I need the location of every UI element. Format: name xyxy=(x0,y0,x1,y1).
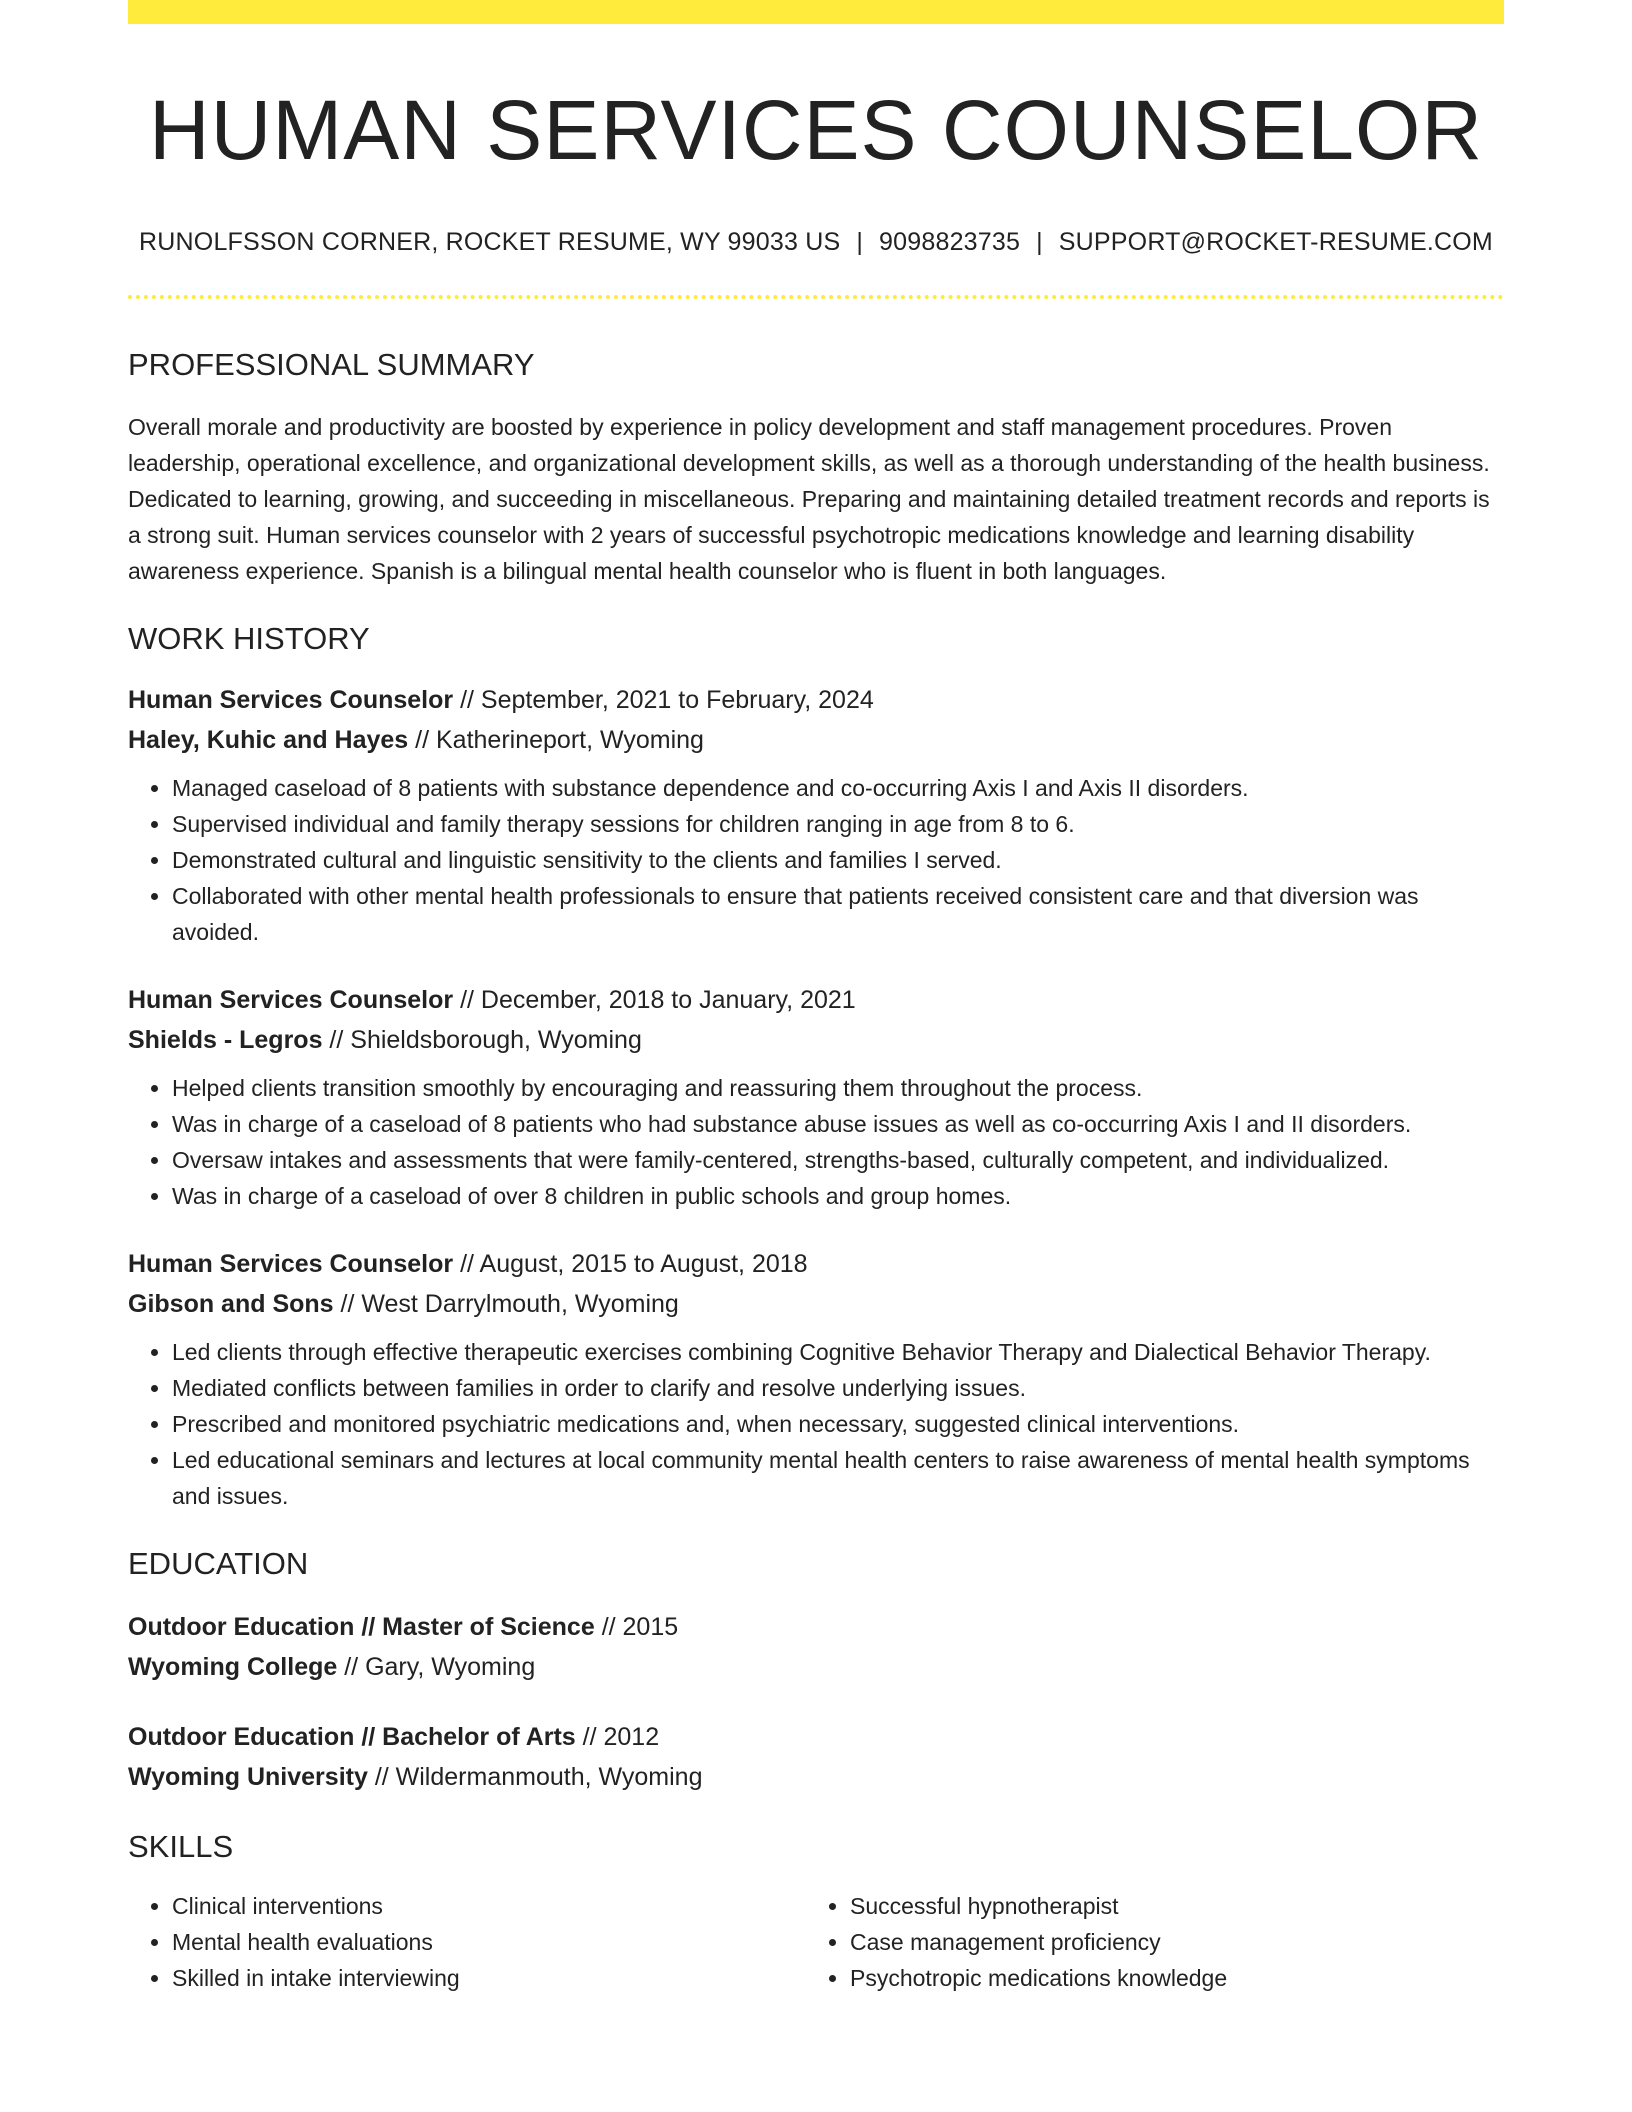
education-entry xyxy=(128,1717,1504,1797)
education-heading: EDUCATION xyxy=(128,1546,309,1582)
job-location: // Shieldsborough, Wyoming xyxy=(322,1026,642,1055)
job-role: Human Services Counselor xyxy=(128,1250,454,1279)
education-entry xyxy=(128,1607,1504,1687)
job-role-line xyxy=(128,680,1504,720)
edu-school-line xyxy=(128,1757,1504,1797)
job-location: // Katherineport, Wyoming xyxy=(408,726,704,755)
work-history-heading: WORK HISTORY xyxy=(128,621,370,657)
list-item: • Led educational seminars and lectures at local community mental health centers to raise awareness of mental health symptoms and issues. xyxy=(172,1442,1504,1514)
job-company: Gibson and Sons xyxy=(128,1290,334,1319)
job-role-line xyxy=(128,1244,1504,1284)
accent-bar xyxy=(128,0,1504,24)
job-company-line xyxy=(128,720,1504,760)
edu-degree: Outdoor Education // Bachelor of Arts xyxy=(128,1723,576,1752)
list-item: • Supervised individual and family therapy sessions for children ranging in age from 8 to 6. xyxy=(172,806,1504,842)
skill-item: • Clinical interventions xyxy=(172,1888,806,1924)
resume-page xyxy=(128,0,1504,1996)
edu-school: Wyoming University xyxy=(128,1763,368,1792)
contact-address: RUNOLFSSON CORNER, ROCKET RESUME, WY 99033 US xyxy=(139,228,841,257)
edu-degree-line xyxy=(128,1607,1504,1647)
resume-name: HUMAN SERVICES COUNSELOR xyxy=(148,83,1484,177)
edu-school-line xyxy=(128,1647,1504,1687)
skill-item: • Psychotropic medications knowledge xyxy=(850,1960,1484,1996)
skills-column-left xyxy=(128,1888,806,1996)
job-entry xyxy=(128,1244,1504,1514)
skills-list xyxy=(128,1888,1504,1996)
list-item: • Demonstrated cultural and linguistic sensitivity to the clients and families I served. xyxy=(172,842,1504,878)
list-item: • Prescribed and monitored psychiatric medications and, when necessary, suggested clinical interventions. xyxy=(172,1406,1504,1442)
job-role: Human Services Counselor xyxy=(128,986,454,1015)
job-company: Shields - Legros xyxy=(128,1026,323,1055)
list-item: • Helped clients transition smoothly by encouraging and reassuring them throughout the process. xyxy=(172,1070,1504,1106)
job-bullets xyxy=(128,1070,1504,1214)
list-item: • Collaborated with other mental health professionals to ensure that patients received consistent care and that diversion was avoided. xyxy=(172,878,1504,950)
job-company: Haley, Kuhic and Hayes xyxy=(128,726,409,755)
edu-year: // 2012 xyxy=(575,1723,660,1752)
contact-separator: | xyxy=(856,228,864,257)
edu-location: // Wildermanmouth, Wyoming xyxy=(367,1763,703,1792)
job-dates: // August, 2015 to August, 2018 xyxy=(453,1250,808,1279)
list-item: • Oversaw intakes and assessments that were family-centered, strengths-based, culturally competent, and individualized. xyxy=(172,1142,1504,1178)
contact-email: SUPPORT@ROCKET-RESUME.COM xyxy=(1058,228,1493,257)
skill-item: • Mental health evaluations xyxy=(172,1924,806,1960)
contact-phone: 9098823735 xyxy=(879,228,1021,257)
job-company-line xyxy=(128,1020,1504,1060)
edu-degree-line xyxy=(128,1717,1504,1757)
summary-heading: PROFESSIONAL SUMMARY xyxy=(128,347,535,383)
list-item: • Was in charge of a caseload of 8 patients who had substance abuse issues as well as co-occurring Axis I and II disorders. xyxy=(172,1106,1504,1142)
job-dates: // September, 2021 to February, 2024 xyxy=(453,686,874,715)
dotted-divider xyxy=(128,295,1504,299)
list-item: • Mediated conflicts between families in order to clarify and resolve underlying issues. xyxy=(172,1370,1504,1406)
summary-text: Overall morale and productivity are boosted by experience in policy development and staff management procedures. Proven leadership, operational excellence, and organizational development skills, as well as a thorough understanding of the health business. Dedicated to learning, growing, and succeeding in miscellaneous. Preparing and maintaining detailed treatment records and reports is a strong suit. Human services counselor with 2 years of successful psychotropic medications knowledge and learning disability awareness experience. Spanish is a bilingual mental health counselor who is fluent in both languages. xyxy=(128,414,1490,585)
job-company-line xyxy=(128,1284,1504,1324)
job-bullets xyxy=(128,1334,1504,1514)
job-entry xyxy=(128,680,1504,950)
job-bullets xyxy=(128,770,1504,950)
edu-degree: Outdoor Education // Master of Science xyxy=(128,1613,595,1642)
contact-separator: | xyxy=(1036,228,1043,257)
job-dates: // December, 2018 to January, 2021 xyxy=(453,986,856,1015)
edu-location: // Gary, Wyoming xyxy=(337,1653,536,1682)
job-role-line xyxy=(128,980,1504,1020)
edu-year: // 2015 xyxy=(594,1613,679,1642)
job-entry xyxy=(128,980,1504,1214)
contact-line xyxy=(128,228,1504,257)
skill-item: • Successful hypnotherapist xyxy=(850,1888,1484,1924)
list-item: • Was in charge of a caseload of over 8 children in public schools and group homes. xyxy=(172,1178,1504,1214)
skills-column-right xyxy=(806,1888,1484,1996)
job-location: // West Darrylmouth, Wyoming xyxy=(333,1290,679,1319)
skill-item: • Skilled in intake interviewing xyxy=(172,1960,806,1996)
skill-item: • Case management proficiency xyxy=(850,1924,1484,1960)
job-role: Human Services Counselor xyxy=(128,686,454,715)
list-item: • Managed caseload of 8 patients with substance dependence and co-occurring Axis I and Axis II disorders. xyxy=(172,770,1504,806)
edu-school: Wyoming College xyxy=(128,1653,338,1682)
skills-heading: SKILLS xyxy=(128,1829,234,1865)
list-item: • Led clients through effective therapeutic exercises combining Cognitive Behavior Therapy and Dialectical Behavior Therapy. xyxy=(172,1334,1504,1370)
